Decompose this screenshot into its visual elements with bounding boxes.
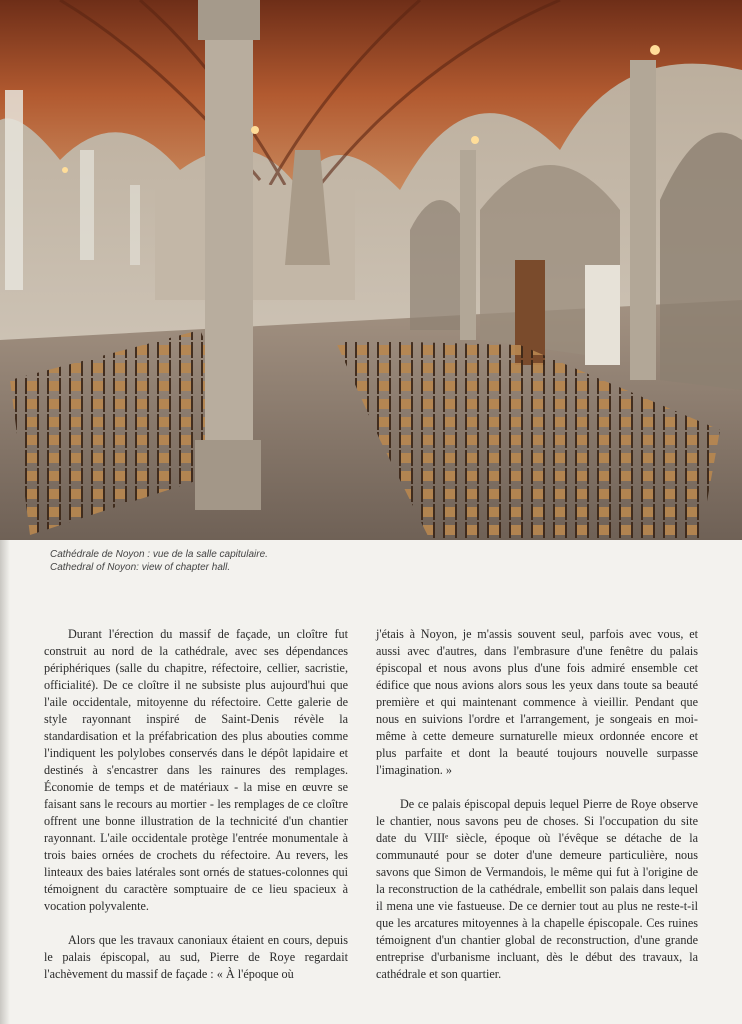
photo-caption [50, 548, 650, 574]
paragraph-cloister: Durant l'érection du massif de façade, un cloître fut construit au nord de la cathédrale, avec ses dépendances périphériques (salle du chapitre, réfectoire, cellier, sacristie, officialité). De ce cloître il ne subsiste plus aujourd'hui que l'aile occidentale, mitoyenne du réfectoire. Cette galerie de style rayonnant inspiré de Saint-Denis révèle la standardisation et la préfabrication des plus abouties comme l'indiquent les polylobes conservés dans le dépôt lapidaire et destinés à s'encastrer dans les rainures des remplages. Économie de temps et de matériaux - la mise en œuvre se faisant sans le recours au mortier - les remplages de ce cloître offrent une bonne illustration de la technicité d'un chantier rayonnant. L'aile occidentale protège l'entrée monumentale à trois baies ornées de crochets du réfectoire. Au revers, les linteaux des baies latérales sont ornés de statues-colonnes qui témoignent du caractère somptuaire de ce lieu spacieux à vocation polyvalente. [44, 627, 348, 913]
text-column-left [44, 626, 348, 983]
text-column-right [376, 626, 698, 983]
paragraph-bishop-palace-intro: Alors que les travaux canoniaux étaient en cours, depuis le palais épiscopal, au sud, Pierre de Roye regardait l'achèvement du massif de façade : « À l'époque où [44, 933, 348, 981]
caption-english: Cathedral of Noyon: view of chapter hall. [50, 562, 231, 573]
paragraph-episcopal-palace: De ce palais épiscopal depuis lequel Pierre de Roye observe le chantier, nous savons peu de choses. Si l'occupation du site date du VIIIᵉ siècle, époque où l'évêque se détache de la communauté pour se doter d'une demeure particulière, nous savons que Simon de Vermandois, le même qui fut à l'origine de la reconstruction de la cathédrale, embellit son palais dans lequel il mena une vie fastueuse. De ce dernier tout au plus ne reste-t-il que les arcatures mitoyennes à la chapelle épiscopale. Ces ruines témoignent d'un chantier global de reconstruction, d'une grande entreprise d'urbanisme incluant, dès le début des travaux, la cathédrale et son quartier. [376, 797, 698, 981]
paragraph-quote-continued: j'étais à Noyon, je m'assis souvent seul, parfois avec vous, et aussi avec d'autres, dans l'embrasure d'une fenêtre du palais épiscopal et nous avons plus d'une fois admiré ensemble cet édifice que nous avions alors sous les yeux dans toute sa beauté première et qui maintenant commence à vieillir. Pendant que nous en suivions l'ordre et l'arrangement, je songeais en moi-même à cette demeure surnaturelle mieux ordonnée encore et plus parfaite et dont la beauté toujours nouvelle surpasse l'imagination. » [376, 627, 698, 777]
caption-french: Cathédrale de Noyon : vue de la salle capitulaire. [50, 549, 268, 560]
page-gutter-shadow [0, 540, 10, 1024]
